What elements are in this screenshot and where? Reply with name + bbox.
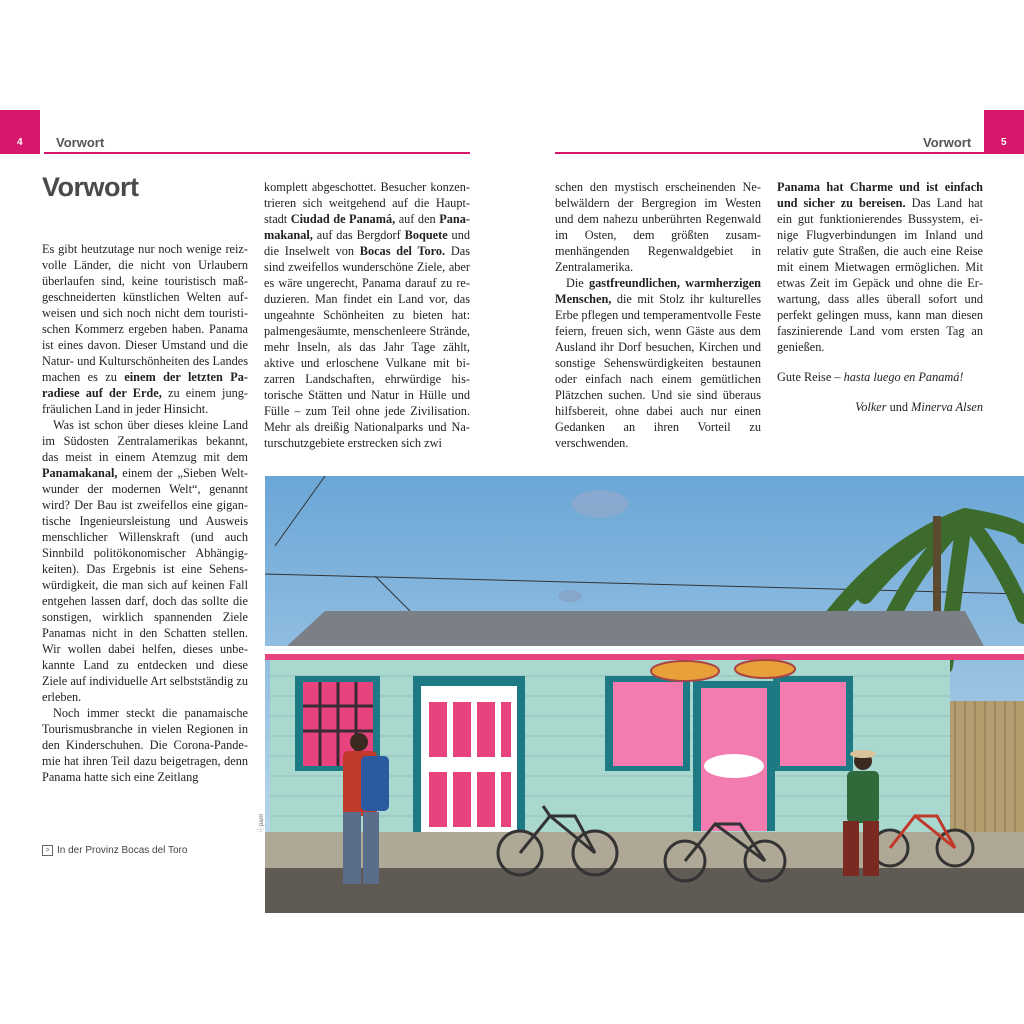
photo-street-scene: [265, 476, 1024, 913]
photo-credit: ⓒpa/rr: [259, 813, 265, 832]
bold-run: Panamakanal,: [264, 212, 470, 242]
text-run: zu einem jungfräulichen Land in jeder Hinsicht.: [42, 386, 248, 416]
paragraph: [777, 399, 983, 415]
left-page-number: 4: [17, 137, 23, 148]
text-run: schen den mystisch erscheinenden Nebelwäldern der Bergregion im Westen und dem nahezu unberührten Regenwald im Osten, dem größten zusammenhängenden Regenwaldgebiet in Zentralamerika.: [555, 180, 761, 274]
photo-caption-text: In der Provinz Bocas del Toro: [57, 845, 188, 856]
paragraph: [42, 705, 248, 785]
bold-run: Panamakanal,: [42, 466, 118, 480]
text-run: Die: [566, 276, 589, 290]
bold-run: Bocas del Toro.: [359, 244, 446, 258]
text-run: Was ist schon über dieses kleine Land im Südosten Zentralamerikas bekannt, das meist in einem Atemzug mit dem: [42, 418, 248, 464]
bold-run: Ciudad de Panamá,: [290, 212, 396, 226]
text-run: einem der „Sieben Weltwunder der modernen Welt“, genannt wird? Der Bau ist zweifellos eine gigantische Ingenieursleistung und Ausweis menschlicher Willenskraft (und auch Sinnbild politökonomischer Abhängigkeiten). Das Ergebnis ist eine Sehenswürdigkeit, die man sich auf keinen Fall entgehen lassen darf, doch das sollte die sonstigen, wirklich spannenden Ziele Panamas nicht in den Schatten stellen. Wir wollen dabei helfen, dieses unbekannte Land zu entdecken und diese Ziele auf individuelle Art selbstständig zu erleben.: [42, 466, 248, 704]
italic-run: hasta luego en Panamá!: [843, 370, 964, 384]
right-header-rule: [555, 152, 984, 154]
text-column-4: [777, 179, 983, 415]
text-run: Gute Reise –: [777, 370, 844, 384]
paragraph: [555, 179, 761, 275]
left-running-head: Vorwort: [56, 135, 105, 150]
text-run: Das sind zweifellos wunderschöne Ziele, aber es wäre ungerecht, Panama darauf zu reduzieren. Man findet ein Land vor, das ungeahnte Schönheiten zu bieten hat: palmengesäumte, menschenleere Strände, mehr Inseln, als das Jahr Tage zählt, aktive und erloschene Vulkane mit bizarren Landschaften, ehrwürdige historische Stätten und Natur in Hülle und Fülle – zum Teil ohne jede Zivilisation. Mehr als dreißig Nationalparks und Naturschutzgebiete erstrecken sich zwi: [264, 244, 471, 450]
text-run: Es gibt heutzutage nur noch wenige reizvolle Länder, die nicht von Urlaubern überlaufen sind, keine touristisch maßgeschneiderten künstlichen Welten aufweisen und sich noch nicht dem touristischen Kommerz ergeben haben. Panama ist eines davon. Dieser Umstand und die Natur- und Kulturschönheiten des Landes machen es zu: [42, 242, 248, 384]
italic-run: Volker: [855, 400, 887, 414]
paragraph: [777, 179, 983, 355]
paragraph: [42, 241, 248, 417]
text-column-2: [264, 179, 470, 451]
text-run: auf das Bergdorf: [312, 228, 405, 242]
text-run: und: [886, 400, 912, 414]
bold-run: Boquete: [404, 228, 448, 242]
paragraph: [777, 369, 983, 385]
italic-run: Minerva Alsen: [911, 400, 983, 414]
text-run: komplett abgeschottet. Besucher konzentrieren sich weitgehend auf die Hauptstadt: [264, 180, 470, 226]
right-running-head: Vorwort: [923, 135, 972, 150]
text-run: Das Land hat ein gut funktionierendes Bussystem, einige Flugverbindungen im Inland und relativ gute Straßen, die auch eine Reise mit einem Mietwagen ermöglichen. Mit etwas Zeit im Gepäck und ohne die Erwartung, dass alles überall sofort und perfekt gelingen muss, kann man diesen faszinierende Land vom ersten Tag an genießen.: [777, 196, 983, 354]
text-run: die mit Stolz ihr kulturelles Erbe pflegen und temperamentvolle Feste feiern, freuen sich, wenn Gäste aus dem Ausland ihr Dorf besuchen, Kirchen und sonstige Sehenswürdigkeiten bestaunen oder einfach nach einem gemütlichen Plätzchen suchen. Und sie sind überaus hilfsbereit, ohne dabei auch nur einen Gedanken an ihren Vorteil zu verschwenden.: [555, 292, 761, 450]
paragraph: [42, 417, 248, 705]
paragraph: [264, 179, 470, 451]
text-column-3: [555, 179, 761, 451]
bold-run: gastfreundlichen, warmherzigen Menschen,: [555, 276, 761, 306]
paragraph: [555, 275, 761, 451]
text-run: und die Inselwelt von: [264, 228, 470, 258]
bold-run: einem der letzten Paradiese auf der Erde,: [42, 370, 249, 400]
photo-caption: [42, 845, 187, 856]
left-header-rule: [44, 152, 470, 154]
text-column-1: [42, 241, 248, 785]
right-page-number: 5: [1001, 137, 1007, 148]
bold-run: Panama hat Charme und ist einfach und sicher zu bereisen.: [777, 180, 983, 210]
text-run: Noch immer steckt die panamaische Tourismusbranche in vielen Regionen in den Kinderschuhen. Die Corona-Pandemie hat ihren Teil dazu beigetragen, denn Panama hatte sich eine Zeitlang: [42, 706, 248, 784]
page-title: Vorwort: [42, 172, 139, 202]
arrow-box-icon: >: [42, 845, 53, 856]
text-run: auf den: [395, 212, 440, 226]
